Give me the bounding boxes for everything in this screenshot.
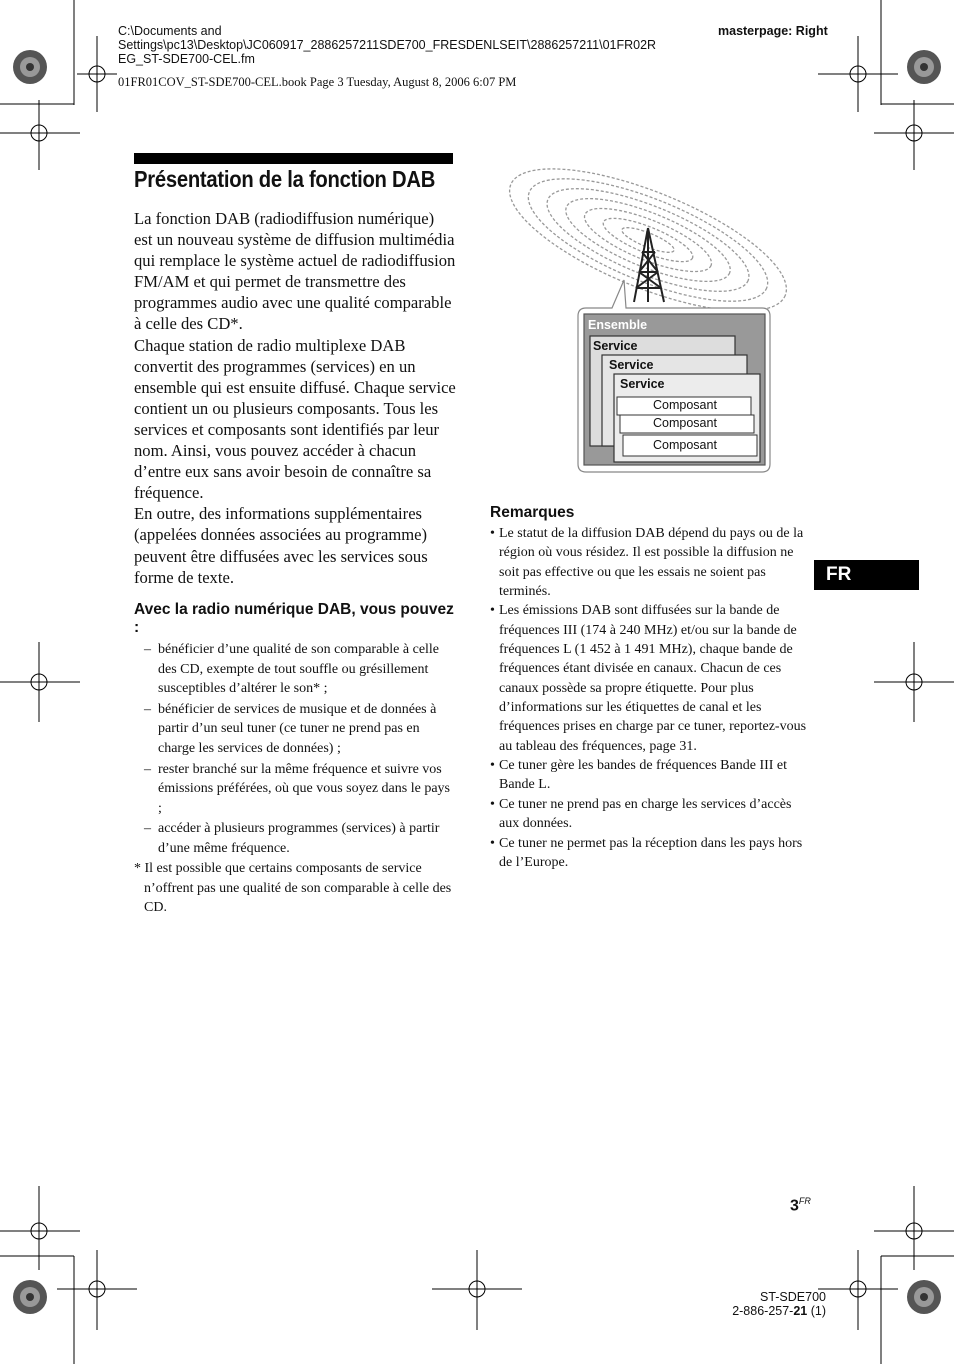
ensemble-label: Ensemble bbox=[588, 318, 648, 332]
list-item: • Les émissions DAB sont diffusées sur la bande de fréquences III (174 à 240 MHz) et/ou sur la bande de fréquences L (1 452 à 1 491 MHz), chaque bande de fréquences étant divisée en canaux. Chacun de ces canaux possède sa propre étiquette. Pour plus d’informations sur les étiquettes de canal et les fréquences prises en charge par ce tuner, reportez-vous au tableau des fréquences, page 31. bbox=[490, 601, 810, 756]
intro-paragraph: La fonction DAB (radiodiffusion numérique) est un nouveau système de diffusion multimédia qui remplace le système actuel de radiodiffusion FM/AM et qui permet de transmettre des programmes audio avec une qualité comparable à celle des CD*. bbox=[134, 209, 456, 334]
list-item: • Ce tuner ne prend pas en charge les services d’accès aux données. bbox=[490, 795, 810, 834]
list-item: • Ce tuner ne permet pas la réception dans les pays hors de l’Europe. bbox=[490, 834, 810, 873]
page-title: Présentation de la fonction DAB bbox=[134, 166, 436, 192]
masterpage-label: masterpage: Right bbox=[718, 24, 828, 38]
file-path-line: C:\Documents and bbox=[118, 24, 222, 38]
dab-benefits-heading: Avec la radio numérique DAB, vous pouvez : bbox=[134, 601, 454, 636]
color-target-br bbox=[907, 1280, 941, 1314]
language-tab: FR bbox=[814, 560, 919, 590]
service-label: Service bbox=[609, 358, 654, 372]
file-path-header bbox=[118, 24, 708, 66]
dab-benefits-list bbox=[134, 640, 456, 860]
list-item: • Ce tuner gère les bandes de fréquences Bande III et Bande L. bbox=[490, 756, 810, 795]
intro-paragraph: Chaque station de radio multiplexe DAB convertit des programmes (services) en un ensemble qui est ensuite diffusé. Chaque service contient un ou plusieurs composants. Tous les services et composants sont identifiés par leur nom. Ainsi, vous pouvez accéder à chacun d’entre eux sans avoir besoin de connaître sa fréquence. bbox=[134, 335, 456, 503]
model-name: ST-SDE700 bbox=[759, 1290, 826, 1304]
color-target-tl bbox=[13, 50, 47, 84]
page-number bbox=[790, 1196, 811, 1215]
file-path-line: Settings\pc13\Desktop\JC060917_2886257211SDE700_FRESDENLSEIT\2886257211\01FR02R bbox=[118, 38, 657, 52]
remarks-heading: Remarques bbox=[490, 504, 575, 521]
page-number-suffix: FR bbox=[798, 1196, 811, 1206]
component-label: Composant bbox=[653, 398, 717, 412]
crosshair-mark-tr bbox=[818, 36, 898, 112]
intro-text bbox=[134, 208, 456, 588]
footnote: * Il est possible que certains composants de service n’offrent pas une qualité de son comparable à celle des CD. bbox=[134, 861, 452, 916]
dab-ensemble-diagram bbox=[500, 160, 800, 480]
page-number-value: 3 bbox=[790, 1197, 799, 1215]
list-item: – accéder à plusieurs programmes (services) à partir d’une même fréquence. bbox=[134, 819, 456, 858]
broadcast-illustration bbox=[500, 160, 800, 480]
model-info bbox=[720, 1290, 826, 1318]
remarks-list bbox=[490, 524, 810, 872]
service-label: Service bbox=[620, 377, 665, 391]
list-item: – bénéficier de services de musique et de données à partir d’un seul tuner (ce tuner ne prend pas en charge les services de données) ; bbox=[134, 700, 456, 759]
part-code: 2-886-257-21 (1) bbox=[732, 1304, 826, 1318]
title-rule bbox=[134, 153, 453, 164]
component-label: Composant bbox=[653, 438, 717, 452]
list-item: – bénéficier d’une qualité de son comparable à celle des CD, exempte de tout souffle ou grésillement susceptibles d’altérer le son* ; bbox=[134, 640, 456, 699]
list-item: • Le statut de la diffusion DAB dépend du pays ou de la région où vous résidez. Il est possible la diffusion ne soit pas effective ou que les essais ne soient pas terminés. bbox=[490, 524, 810, 601]
color-target-tr bbox=[907, 50, 941, 84]
service-label: Service bbox=[593, 339, 638, 353]
file-path-line: EG_ST-SDE700-CEL.fm bbox=[118, 52, 255, 66]
list-item: – rester branché sur la même fréquence et suivre vos émissions préférées, où que vous soyez dans le pays ; bbox=[134, 760, 456, 819]
color-target-bl bbox=[13, 1280, 47, 1314]
crosshair-mark-tl bbox=[77, 36, 117, 112]
book-info-line: 01FR01COV_ST-SDE700-CEL.book Page 3 Tuesday, August 8, 2006 6:07 PM bbox=[118, 75, 517, 89]
component-label: Composant bbox=[653, 416, 717, 430]
intro-paragraph: En outre, des informations supplémentaires (appelées données associées au programme) peuvent être diffusées avec les services sous forme de texte. bbox=[134, 504, 428, 587]
